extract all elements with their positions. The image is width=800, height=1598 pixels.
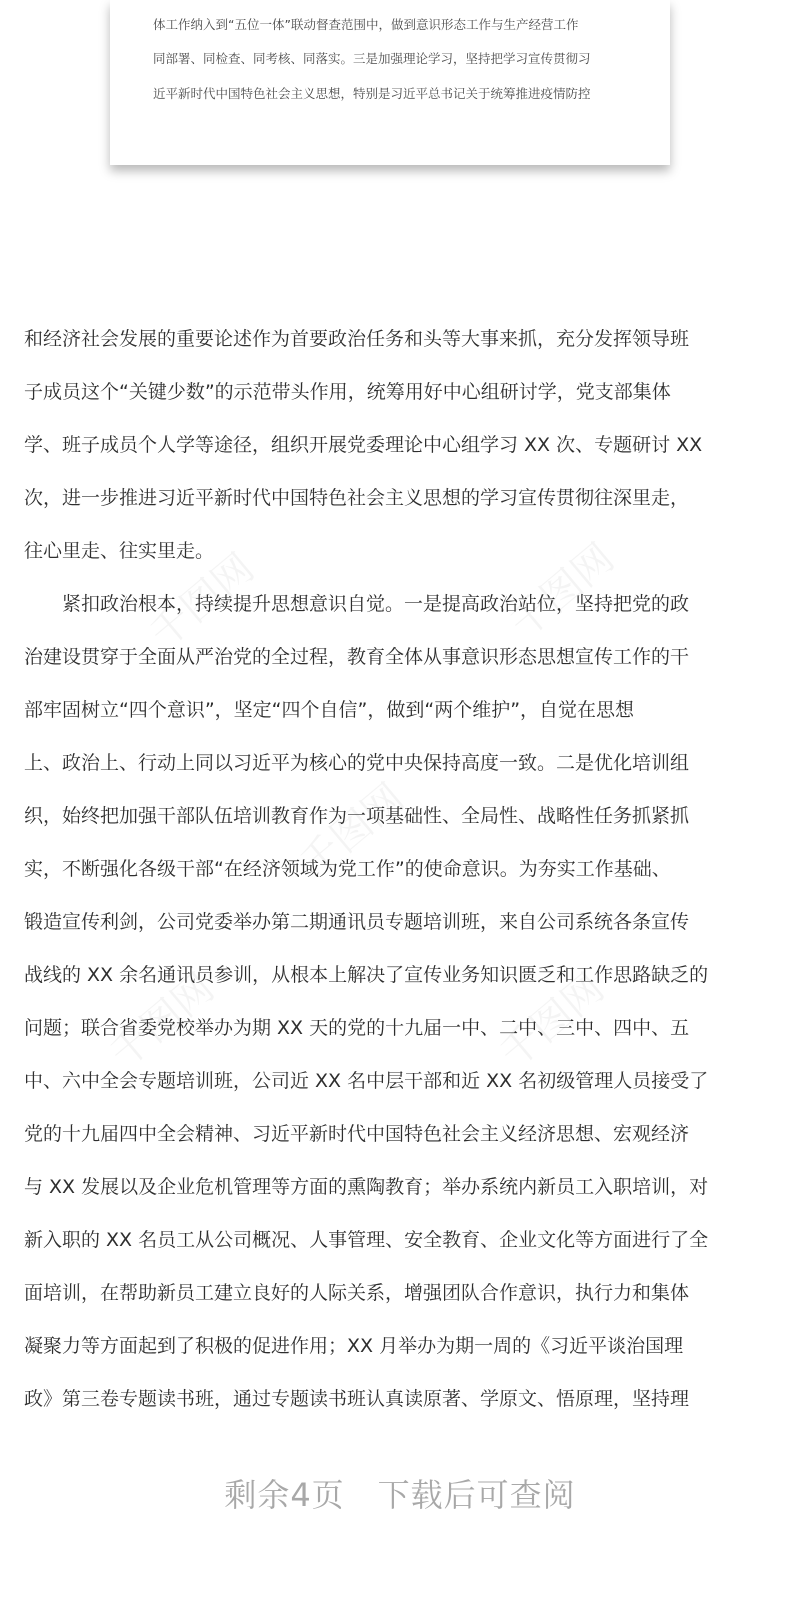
body-line: 锻造宣传利剑，公司党委举办第二期通讯员专题培训班，来自公司系统各条宣传	[24, 911, 690, 933]
body-line: 与 XX 发展以及企业危机管理等方面的熏陶教育；举办系统内新员工入职培训，对	[24, 1176, 709, 1198]
body-line: 战线的 XX 余名通讯员参训，从根本上解决了宣传业务知识匮乏和工作思路缺乏的	[24, 964, 709, 986]
watermark	[496, 528, 625, 649]
body-line: 中、六中全会专题培训班，公司近 XX 名中层干部和近 XX 名初级管理人员接受了	[24, 1070, 709, 1092]
body-line: 织，始终把加强干部队伍培训教育作为一项基础性、全局性、战略性任务抓紧抓	[24, 805, 690, 827]
body-line: 政》第三卷专题读书班，通过专题读书班认真读原著、学原文、悟原理，坚持理	[24, 1388, 690, 1410]
preview-line: 近平新时代中国特色社会主义思想，特别是习近平总书记关于统筹推进疫情防控	[153, 86, 591, 101]
body-line: 实，不断强化各级干部“在经济领域为党工作”的使命意识。为夯实工作基础、	[24, 858, 671, 880]
preview-line: 同部署、同检查、同考核、同落实。三是加强理论学习，坚持把学习宣传贯彻习	[153, 51, 591, 66]
body-line: 治建设贯穿于全面从严治党的全过程，教育全体从事意识形态思想宣传工作的干	[24, 646, 690, 668]
body-line: 紧扣政治根本，持续提升思想意识自觉。一是提高政治站位，坚持把党的政	[24, 593, 690, 615]
body-line: 问题；联合省委党校举办为期 XX 天的党的十九届一中、二中、三中、四中、五	[24, 1017, 690, 1039]
remaining-pages-notice[interactable]: 剩余4页 下载后可查阅	[224, 1476, 576, 1514]
body-line: 学、班子成员个人学等途径，组织开展党委理论中心组学习 XX 次、专题研讨 XX	[24, 434, 703, 456]
body-line: 凝聚力等方面起到了积极的促进作用；XX 月举办为期一周的《习近平谈治国理	[24, 1335, 684, 1357]
document-preview-card	[110, 0, 670, 165]
body-line: 部牢固树立“四个意识”，坚定“四个自信”，做到“两个维护”，自觉在思想	[24, 699, 635, 721]
body-line: 面培训，在帮助新员工建立良好的人际关系，增强团队合作意识，执行力和集体	[24, 1282, 690, 1304]
body-line: 新入职的 XX 名员工从公司概况、人事管理、安全教育、企业文化等方面进行了全	[24, 1229, 709, 1251]
body-line: 上、政治上、行动上同以习近平为核心的党中央保持高度一致。二是优化培训组	[24, 752, 690, 774]
body-line: 和经济社会发展的重要论述作为首要政治任务和头等大事来抓，充分发挥领导班	[24, 328, 690, 350]
preview-line: 体工作纳入到“五位一体”联动督查范围中，做到意识形态工作与生产经营工作	[153, 17, 579, 32]
body-line: 子成员这个“关键少数”的示范带头作用，统筹用好中心组研讨学，党支部集体	[24, 381, 671, 403]
body-line: 次，进一步推进习近平新时代中国特色社会主义思想的学习宣传贯彻往深里走，	[24, 487, 690, 509]
body-line: 往心里走、往实里走。	[24, 540, 215, 562]
body-line: 党的十九届四中全会精神、习近平新时代中国特色社会主义经济思想、宏观经济	[24, 1123, 690, 1145]
